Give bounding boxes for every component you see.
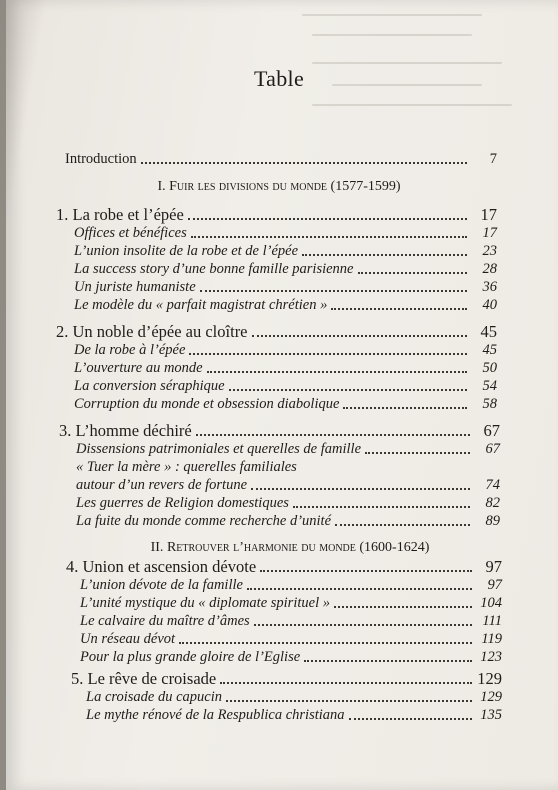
- section-label: Un réseau dévot: [80, 631, 176, 647]
- page-number: 135: [480, 707, 502, 723]
- page-number: 123: [480, 649, 502, 665]
- toc-section[interactable]: [74, 342, 497, 359]
- toc-chapter-3[interactable]: [59, 421, 500, 440]
- page-number: 54: [482, 378, 497, 394]
- page-number: 97: [485, 557, 502, 576]
- section-label: Offices et bénéfices: [74, 225, 187, 241]
- toc-chapter-2[interactable]: [56, 322, 497, 341]
- toc-section[interactable]: [86, 689, 502, 706]
- leader-dots: [191, 234, 467, 238]
- section-label: Le mythe rénové de la Respublica christiana: [86, 707, 345, 723]
- toc-chapter-5[interactable]: [71, 669, 502, 688]
- page-number: 40: [482, 297, 497, 313]
- leader-dots: [254, 622, 472, 626]
- page-number: 97: [487, 577, 502, 593]
- page-number: 82: [485, 495, 500, 511]
- toc-section[interactable]: [76, 495, 500, 512]
- section-label: Pour la plus grande gloire de l’Eglise: [80, 649, 301, 665]
- toc-section[interactable]: [74, 243, 497, 260]
- entry-label: Introduction: [65, 151, 137, 167]
- section-label-line1: « Tuer la mère » : querelles familiales: [76, 459, 297, 475]
- section-label: Un juriste humaniste: [74, 279, 196, 295]
- section-label: La success story d’une bonne famille parisienne: [74, 261, 354, 277]
- section-label: La fuite du monde comme recherche d’unité: [76, 513, 332, 529]
- toc-section[interactable]: [74, 279, 497, 296]
- toc-section[interactable]: [80, 577, 502, 594]
- leader-dots: [188, 216, 467, 220]
- page-number: 23: [482, 243, 497, 259]
- show-through-text: [12, 0, 558, 130]
- page-number: 50: [482, 360, 497, 376]
- leader-dots: [331, 306, 467, 310]
- chapter-label: 2. Un noble d’épée au cloître: [56, 322, 248, 341]
- part-years: (1577-1599): [330, 179, 401, 194]
- leader-dots: [334, 604, 472, 608]
- chapter-label: 5. Le rêve de croisade: [71, 669, 217, 688]
- toc-section[interactable]: [86, 707, 502, 724]
- page-number: 17: [480, 205, 497, 224]
- page-number: 89: [485, 513, 500, 529]
- leader-dots: [251, 486, 470, 490]
- chapter-label: 3. L’homme déchiré: [59, 421, 192, 440]
- toc-section[interactable]: [80, 613, 502, 630]
- section-label: Corruption du monde et obsession diabolique: [74, 396, 340, 412]
- section-label: L’unité mystique du « diplomate spirituel »: [80, 595, 330, 611]
- part-numeral: II.: [150, 540, 164, 555]
- toc-entry-introduction[interactable]: [65, 151, 497, 168]
- leader-dots: [196, 432, 470, 436]
- leader-dots: [252, 333, 467, 337]
- section-label: autour d’un revers de fortune: [76, 477, 248, 493]
- page-number: 28: [482, 261, 497, 277]
- leader-dots: [200, 288, 467, 292]
- leader-dots: [349, 716, 472, 720]
- page-number: 74: [485, 477, 500, 493]
- part-heading-1: [0, 179, 558, 195]
- section-label: La croisade du capucin: [86, 689, 222, 705]
- page-number: 129: [480, 689, 502, 705]
- toc-chapter-1[interactable]: [56, 205, 497, 224]
- leader-dots: [302, 252, 467, 256]
- leader-dots: [365, 450, 470, 454]
- leader-dots: [189, 351, 467, 355]
- toc-section[interactable]: [74, 261, 497, 278]
- page-number: 129: [477, 669, 502, 688]
- page-number: 58: [482, 396, 497, 412]
- section-label: Le calvaire du maître d’âmes: [80, 613, 250, 629]
- page-number: 7: [489, 151, 497, 167]
- leader-dots: [304, 658, 472, 662]
- leader-dots: [229, 387, 467, 391]
- leader-dots: [260, 568, 472, 572]
- section-label: La conversion séraphique: [74, 378, 225, 394]
- page-number: 67: [483, 421, 500, 440]
- toc-section[interactable]: [80, 649, 502, 666]
- section-label: L’ouverture au monde: [74, 360, 203, 376]
- page-number: 45: [482, 342, 497, 358]
- toc-section[interactable]: [74, 360, 497, 377]
- page-number: 119: [481, 631, 502, 647]
- toc-section[interactable]: [80, 595, 502, 612]
- page-number: 111: [482, 613, 502, 629]
- part-heading-2: [40, 540, 540, 556]
- chapter-label: 4. Union et ascension dévote: [66, 557, 257, 576]
- page-title: Table: [253, 66, 305, 91]
- part-numeral: I.: [157, 179, 166, 194]
- toc-section[interactable]: [76, 513, 500, 530]
- leader-dots: [358, 270, 468, 274]
- leader-dots: [226, 698, 472, 702]
- leader-dots: [220, 680, 472, 684]
- part-name: Fuir les divisions du monde: [169, 179, 328, 194]
- leader-dots: [293, 504, 470, 508]
- leader-dots: [179, 640, 472, 644]
- chapter-label: 1. La robe et l’épée: [56, 205, 184, 224]
- page-number: 67: [485, 441, 500, 457]
- leader-dots: [343, 405, 467, 409]
- leader-dots: [335, 522, 470, 526]
- section-label: Le modèle du « parfait magistrat chrétien »: [74, 297, 328, 313]
- section-label: De la robe à l’épée: [74, 342, 186, 358]
- toc-section[interactable]: [74, 225, 497, 242]
- leader-dots: [207, 369, 467, 373]
- page-number: 45: [480, 322, 497, 341]
- toc-section[interactable]: [74, 396, 497, 413]
- part-name: Retrouver l’harmonie du monde: [166, 540, 356, 555]
- page-number: 36: [482, 279, 497, 295]
- toc-section[interactable]: [80, 631, 502, 648]
- section-label: L’union insolite de la robe et de l’épée: [74, 243, 299, 259]
- toc-section[interactable]: [74, 378, 497, 395]
- page-number: 17: [482, 225, 497, 241]
- leader-dots: [247, 586, 472, 590]
- toc-section[interactable]: [74, 297, 497, 314]
- section-label: L’union dévote de la famille: [80, 577, 243, 593]
- page-number: 104: [480, 595, 502, 611]
- toc-chapter-4[interactable]: [66, 557, 502, 576]
- part-years: (1600-1624): [359, 540, 430, 555]
- section-label: Dissensions patrimoniales et querelles de famille: [76, 441, 362, 457]
- leader-dots: [141, 160, 467, 164]
- toc-section[interactable]: [76, 477, 500, 494]
- section-label: Les guerres de Religion domestiques: [76, 495, 289, 511]
- toc-section[interactable]: [76, 441, 500, 458]
